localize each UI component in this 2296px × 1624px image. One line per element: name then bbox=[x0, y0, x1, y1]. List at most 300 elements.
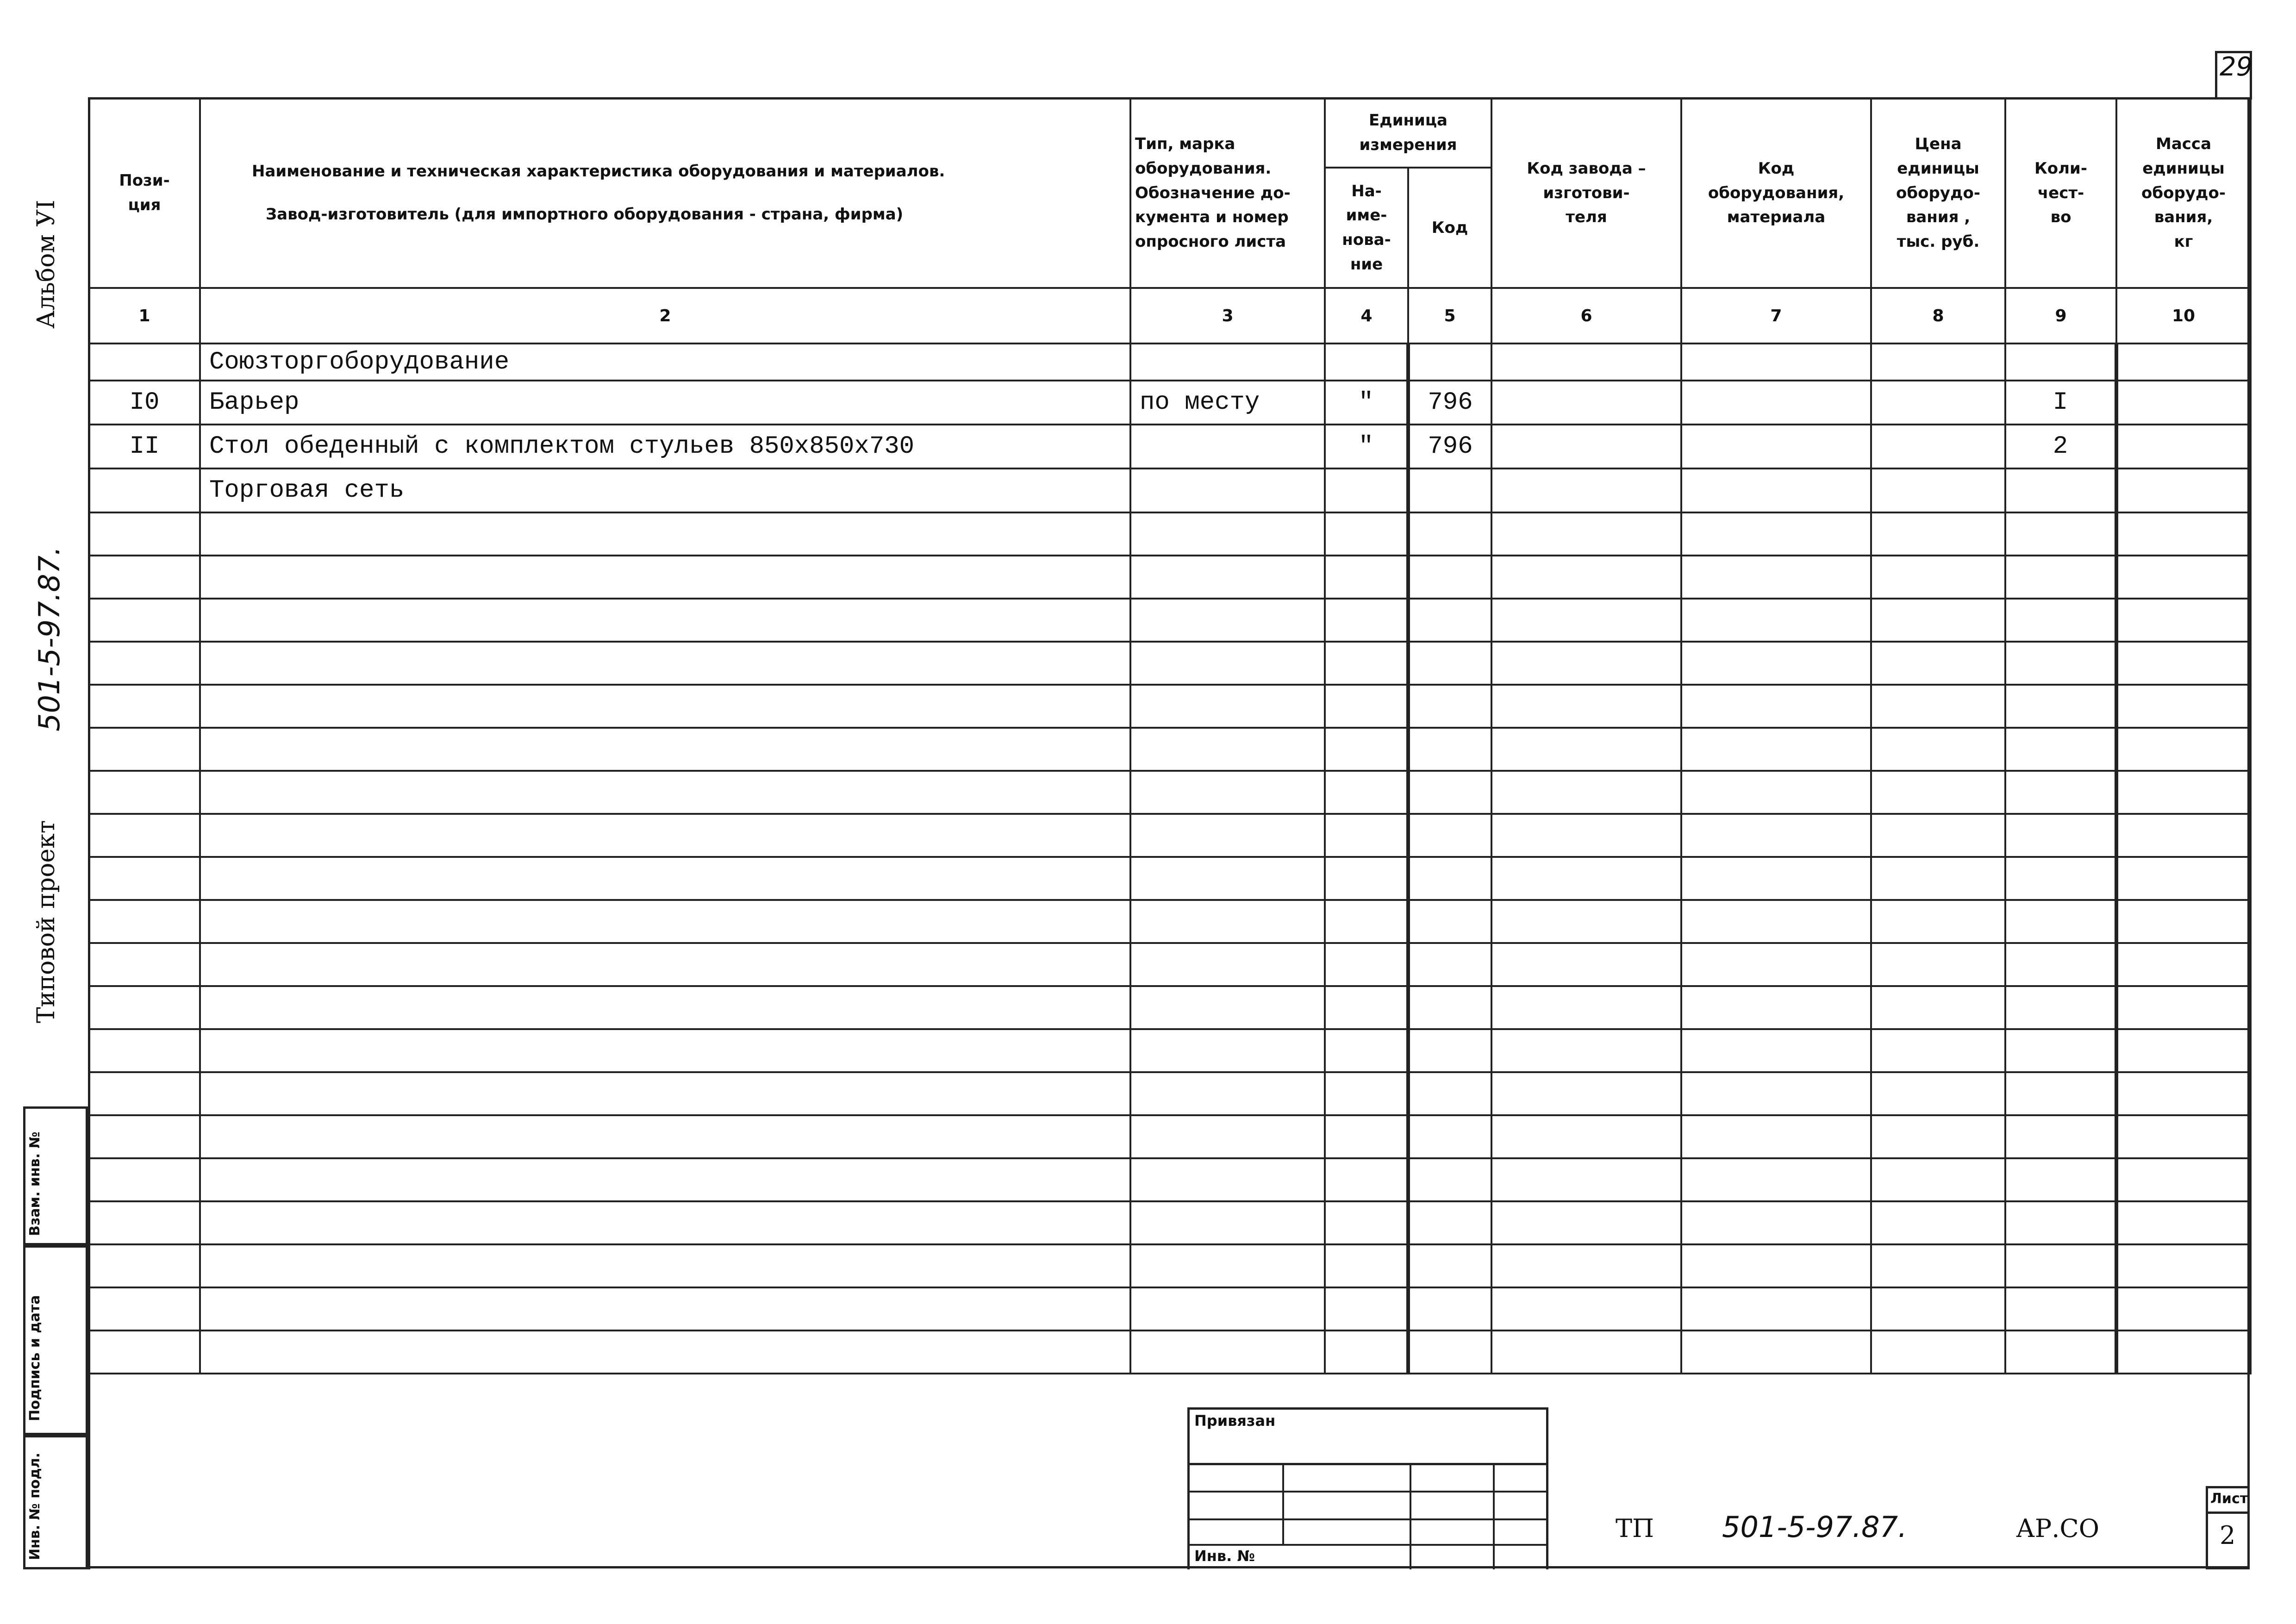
row-quantity bbox=[2005, 986, 2116, 1029]
row-unit-name bbox=[1325, 900, 1408, 943]
table-row bbox=[89, 1072, 2251, 1115]
page-number: 29 bbox=[2220, 52, 2253, 82]
row-type bbox=[1130, 771, 1325, 814]
row-equipment-code bbox=[1681, 814, 1871, 857]
table-row bbox=[89, 986, 2251, 1029]
column-number: 1 bbox=[89, 288, 200, 344]
row-price bbox=[1871, 771, 2005, 814]
row-type bbox=[1130, 1158, 1325, 1201]
header-position: Пози- ция bbox=[89, 98, 200, 288]
row-mass bbox=[2116, 381, 2251, 425]
column-number: 2 bbox=[200, 288, 1130, 344]
row-name bbox=[200, 814, 1130, 857]
row-equipment-code bbox=[1681, 1330, 1871, 1374]
row-unit-code: 796 bbox=[1408, 425, 1491, 468]
row-factory-code bbox=[1491, 344, 1681, 381]
row-unit-name bbox=[1325, 599, 1408, 642]
row-mass bbox=[2116, 814, 2251, 857]
row-quantity bbox=[2005, 1029, 2116, 1072]
row-price bbox=[1871, 468, 2005, 512]
side-label-album: Альбом УI bbox=[32, 200, 60, 329]
row-quantity bbox=[2005, 1072, 2116, 1115]
row-factory-code bbox=[1491, 986, 1681, 1029]
row-name bbox=[200, 1072, 1130, 1115]
row-type bbox=[1130, 425, 1325, 468]
row-equipment-code bbox=[1681, 1287, 1871, 1330]
row-price bbox=[1871, 1330, 2005, 1374]
row-unit-name bbox=[1325, 857, 1408, 900]
table-row bbox=[89, 599, 2251, 642]
row-name bbox=[200, 512, 1130, 556]
row-name bbox=[200, 599, 1130, 642]
row-type bbox=[1130, 512, 1325, 556]
row-price bbox=[1871, 986, 2005, 1029]
row-price bbox=[1871, 425, 2005, 468]
row-unit-name bbox=[1325, 685, 1408, 728]
table-row bbox=[89, 642, 2251, 685]
row-mass bbox=[2116, 1330, 2251, 1374]
row-name bbox=[200, 986, 1130, 1029]
row-name bbox=[200, 857, 1130, 900]
row-price bbox=[1871, 599, 2005, 642]
column-number: 9 bbox=[2005, 288, 2116, 344]
row-type bbox=[1130, 1072, 1325, 1115]
row-name bbox=[200, 900, 1130, 943]
table-row bbox=[89, 381, 2251, 425]
row-equipment-code bbox=[1681, 556, 1871, 599]
row-factory-code bbox=[1491, 425, 1681, 468]
header-quantity: Коли- чест- во bbox=[2005, 98, 2116, 288]
row-price bbox=[1871, 900, 2005, 943]
row-mass bbox=[2116, 685, 2251, 728]
row-mass bbox=[2116, 1158, 2251, 1201]
row-quantity bbox=[2005, 468, 2116, 512]
row-unit-code bbox=[1408, 468, 1491, 512]
side-label-project-code: 501-5-97.87. bbox=[32, 546, 66, 731]
row-name bbox=[200, 943, 1130, 986]
table-row bbox=[89, 1115, 2251, 1158]
row-price bbox=[1871, 1072, 2005, 1115]
row-position bbox=[89, 900, 200, 943]
specification-table bbox=[88, 97, 2252, 1374]
row-equipment-code bbox=[1681, 857, 1871, 900]
header-factory-code: Код завода – изготови- теля bbox=[1491, 98, 1681, 288]
row-factory-code bbox=[1491, 943, 1681, 986]
row-position bbox=[89, 1201, 200, 1244]
row-unit-code bbox=[1408, 1244, 1491, 1287]
row-position bbox=[89, 1287, 200, 1330]
row-mass bbox=[2116, 986, 2251, 1029]
table-row bbox=[89, 814, 2251, 857]
row-position bbox=[89, 468, 200, 512]
row-unit-code bbox=[1408, 1287, 1491, 1330]
row-name: Стол обеденный с комплектом стульев 850х850х730 bbox=[200, 425, 1130, 468]
row-quantity bbox=[2005, 642, 2116, 685]
row-position bbox=[89, 1115, 200, 1158]
row-quantity bbox=[2005, 1158, 2116, 1201]
row-price bbox=[1871, 1029, 2005, 1072]
table-row bbox=[89, 771, 2251, 814]
row-price bbox=[1871, 1201, 2005, 1244]
row-factory-code bbox=[1491, 1158, 1681, 1201]
row-unit-code bbox=[1408, 642, 1491, 685]
row-unit-name bbox=[1325, 1201, 1408, 1244]
row-position: II bbox=[89, 425, 200, 468]
side-label-project-type: Типовой проект bbox=[32, 820, 60, 1023]
tp-label: ТП bbox=[1616, 1514, 1654, 1543]
row-name bbox=[200, 771, 1130, 814]
sheet-label: Лист bbox=[2210, 1491, 2248, 1507]
column-number: 4 bbox=[1325, 288, 1408, 344]
privyazan-label: Привязан bbox=[1194, 1412, 1276, 1430]
row-unit-code bbox=[1408, 857, 1491, 900]
row-type bbox=[1130, 468, 1325, 512]
row-equipment-code bbox=[1681, 642, 1871, 685]
row-mass bbox=[2116, 512, 2251, 556]
row-position bbox=[89, 1330, 200, 1374]
row-equipment-code bbox=[1681, 1244, 1871, 1287]
row-factory-code bbox=[1491, 381, 1681, 425]
row-type bbox=[1130, 814, 1325, 857]
row-quantity bbox=[2005, 512, 2116, 556]
table-row bbox=[89, 857, 2251, 900]
row-name bbox=[200, 1287, 1130, 1330]
row-equipment-code bbox=[1681, 468, 1871, 512]
stamp-label-sign: Подпись и дата bbox=[27, 1295, 43, 1421]
row-unit-name bbox=[1325, 728, 1408, 771]
sheet-box-divider bbox=[2206, 1512, 2250, 1514]
row-name: Торговая сеть bbox=[200, 468, 1130, 512]
row-mass bbox=[2116, 1115, 2251, 1158]
row-equipment-code bbox=[1681, 1072, 1871, 1115]
row-factory-code bbox=[1491, 1244, 1681, 1287]
row-unit-name bbox=[1325, 1244, 1408, 1287]
row-unit-name bbox=[1325, 1072, 1408, 1115]
row-factory-code bbox=[1491, 1029, 1681, 1072]
header-equipment-code: Код оборудования, материала bbox=[1681, 98, 1871, 288]
row-quantity bbox=[2005, 943, 2116, 986]
row-type bbox=[1130, 344, 1325, 381]
row-equipment-code bbox=[1681, 381, 1871, 425]
table-row bbox=[89, 1287, 2251, 1330]
row-price bbox=[1871, 857, 2005, 900]
row-factory-code bbox=[1491, 1115, 1681, 1158]
table-row bbox=[89, 1244, 2251, 1287]
row-factory-code bbox=[1491, 685, 1681, 728]
row-equipment-code bbox=[1681, 943, 1871, 986]
row-mass bbox=[2116, 1244, 2251, 1287]
stamp-label-vzam: Взам. инв. № bbox=[27, 1131, 43, 1236]
row-price bbox=[1871, 1158, 2005, 1201]
row-unit-name bbox=[1325, 1287, 1408, 1330]
row-position bbox=[89, 1244, 200, 1287]
row-equipment-code bbox=[1681, 1201, 1871, 1244]
table-row bbox=[89, 512, 2251, 556]
row-unit-code bbox=[1408, 986, 1491, 1029]
header-unit-group: Единица измерения bbox=[1325, 98, 1491, 168]
row-unit-code bbox=[1408, 1115, 1491, 1158]
row-mass bbox=[2116, 900, 2251, 943]
row-quantity bbox=[2005, 900, 2116, 943]
row-unit-code bbox=[1408, 728, 1491, 771]
row-unit-name bbox=[1325, 512, 1408, 556]
row-type bbox=[1130, 1244, 1325, 1287]
row-factory-code bbox=[1491, 900, 1681, 943]
row-unit-name bbox=[1325, 642, 1408, 685]
row-mass bbox=[2116, 1287, 2251, 1330]
row-equipment-code bbox=[1681, 344, 1871, 381]
row-mass bbox=[2116, 943, 2251, 986]
row-position bbox=[89, 857, 200, 900]
row-unit-name bbox=[1325, 771, 1408, 814]
privyazan-line bbox=[1493, 1463, 1495, 1569]
row-quantity bbox=[2005, 728, 2116, 771]
row-factory-code bbox=[1491, 1072, 1681, 1115]
row-quantity: 2 bbox=[2005, 425, 2116, 468]
row-mass bbox=[2116, 857, 2251, 900]
row-price bbox=[1871, 344, 2005, 381]
table-row bbox=[89, 1158, 2251, 1201]
row-unit-name bbox=[1325, 986, 1408, 1029]
row-type bbox=[1130, 1287, 1325, 1330]
table-row bbox=[89, 556, 2251, 599]
row-price bbox=[1871, 556, 2005, 599]
row-position bbox=[89, 728, 200, 771]
row-price bbox=[1871, 1115, 2005, 1158]
privyazan-line bbox=[1410, 1463, 1411, 1569]
row-unit-code bbox=[1408, 943, 1491, 986]
row-name bbox=[200, 1201, 1130, 1244]
table-row bbox=[89, 425, 2251, 468]
row-factory-code bbox=[1491, 771, 1681, 814]
column-number-row bbox=[89, 288, 2251, 344]
row-equipment-code bbox=[1681, 512, 1871, 556]
row-unit-code bbox=[1408, 685, 1491, 728]
column-number: 7 bbox=[1681, 288, 1871, 344]
column-number: 10 bbox=[2116, 288, 2251, 344]
column-number: 3 bbox=[1130, 288, 1325, 344]
row-quantity bbox=[2005, 857, 2116, 900]
row-unit-code bbox=[1408, 1029, 1491, 1072]
row-price bbox=[1871, 814, 2005, 857]
row-equipment-code bbox=[1681, 599, 1871, 642]
column-number: 6 bbox=[1491, 288, 1681, 344]
header-name: Наименование и техническая характеристика оборудования и материалов. Завод-изготовитель (для импортного оборудования - страна, фирма) bbox=[200, 98, 1130, 288]
row-mass bbox=[2116, 1072, 2251, 1115]
row-equipment-code bbox=[1681, 986, 1871, 1029]
row-quantity bbox=[2005, 771, 2116, 814]
table-row bbox=[89, 943, 2251, 986]
section-code: АР.СО bbox=[2016, 1514, 2099, 1543]
row-mass bbox=[2116, 425, 2251, 468]
row-price bbox=[1871, 1244, 2005, 1287]
row-unit-code bbox=[1408, 1072, 1491, 1115]
row-quantity bbox=[2005, 599, 2116, 642]
row-name bbox=[200, 1029, 1130, 1072]
row-position bbox=[89, 771, 200, 814]
row-type bbox=[1130, 556, 1325, 599]
row-equipment-code bbox=[1681, 1029, 1871, 1072]
row-mass bbox=[2116, 728, 2251, 771]
row-name bbox=[200, 1115, 1130, 1158]
row-quantity bbox=[2005, 1201, 2116, 1244]
row-position bbox=[89, 512, 200, 556]
row-unit-code bbox=[1408, 900, 1491, 943]
row-name bbox=[200, 1244, 1130, 1287]
header-type: Тип, марка оборудования. Обозначение до- кумента и номер опросного листа bbox=[1130, 98, 1325, 288]
table-row bbox=[89, 728, 2251, 771]
row-mass bbox=[2116, 1201, 2251, 1244]
row-position bbox=[89, 599, 200, 642]
row-factory-code bbox=[1491, 556, 1681, 599]
row-name bbox=[200, 642, 1130, 685]
table-row bbox=[89, 344, 2251, 381]
row-unit-code: 796 bbox=[1408, 381, 1491, 425]
row-position bbox=[89, 685, 200, 728]
row-mass bbox=[2116, 344, 2251, 381]
table-row bbox=[89, 468, 2251, 512]
row-position bbox=[89, 556, 200, 599]
row-unit-code bbox=[1408, 814, 1491, 857]
row-price bbox=[1871, 943, 2005, 986]
row-equipment-code bbox=[1681, 425, 1871, 468]
row-name: Союзторгоборудование bbox=[200, 344, 1130, 381]
row-position: I0 bbox=[89, 381, 200, 425]
table-row bbox=[89, 685, 2251, 728]
row-mass bbox=[2116, 556, 2251, 599]
row-name bbox=[200, 685, 1130, 728]
row-type bbox=[1130, 642, 1325, 685]
row-unit-name bbox=[1325, 1115, 1408, 1158]
row-position bbox=[89, 642, 200, 685]
row-equipment-code bbox=[1681, 1115, 1871, 1158]
row-mass bbox=[2116, 599, 2251, 642]
table-row bbox=[89, 1201, 2251, 1244]
table-row bbox=[89, 1029, 2251, 1072]
row-name bbox=[200, 556, 1130, 599]
row-unit-name bbox=[1325, 344, 1408, 381]
row-name bbox=[200, 1330, 1130, 1374]
row-unit-name bbox=[1325, 1029, 1408, 1072]
row-unit-code bbox=[1408, 512, 1491, 556]
row-type bbox=[1130, 1029, 1325, 1072]
row-quantity: I bbox=[2005, 381, 2116, 425]
row-price bbox=[1871, 728, 2005, 771]
row-factory-code bbox=[1491, 468, 1681, 512]
row-type bbox=[1130, 1330, 1325, 1374]
row-factory-code bbox=[1491, 857, 1681, 900]
row-unit-name bbox=[1325, 468, 1408, 512]
column-number: 8 bbox=[1871, 288, 2005, 344]
row-unit-code bbox=[1408, 556, 1491, 599]
row-factory-code bbox=[1491, 512, 1681, 556]
row-unit-code bbox=[1408, 1330, 1491, 1374]
row-factory-code bbox=[1491, 814, 1681, 857]
row-type bbox=[1130, 986, 1325, 1029]
inv-no-label: Инв. № bbox=[1194, 1547, 1255, 1565]
header-unit-name: На- име- нова- ние bbox=[1325, 168, 1408, 288]
row-price bbox=[1871, 1287, 2005, 1330]
row-type bbox=[1130, 1115, 1325, 1158]
stamp-label-inv: Инв. № подл. bbox=[27, 1452, 43, 1560]
row-factory-code bbox=[1491, 1201, 1681, 1244]
row-type bbox=[1130, 943, 1325, 986]
sheet-number: 2 bbox=[2220, 1521, 2236, 1550]
row-unit-name bbox=[1325, 1330, 1408, 1374]
row-unit-code bbox=[1408, 599, 1491, 642]
row-type bbox=[1130, 1201, 1325, 1244]
row-factory-code bbox=[1491, 1330, 1681, 1374]
row-unit-name bbox=[1325, 1158, 1408, 1201]
row-position bbox=[89, 943, 200, 986]
row-position bbox=[89, 986, 200, 1029]
row-position bbox=[89, 1072, 200, 1115]
row-type: по месту bbox=[1130, 381, 1325, 425]
row-quantity bbox=[2005, 1287, 2116, 1330]
table-row bbox=[89, 900, 2251, 943]
row-quantity bbox=[2005, 1330, 2116, 1374]
table-row bbox=[89, 1330, 2251, 1374]
row-price bbox=[1871, 381, 2005, 425]
row-quantity bbox=[2005, 814, 2116, 857]
row-quantity bbox=[2005, 556, 2116, 599]
row-factory-code bbox=[1491, 728, 1681, 771]
row-type bbox=[1130, 599, 1325, 642]
row-price bbox=[1871, 642, 2005, 685]
row-quantity bbox=[2005, 344, 2116, 381]
header-price: Цена единицы оборудо- вания , тыс. руб. bbox=[1871, 98, 2005, 288]
row-quantity bbox=[2005, 1115, 2116, 1158]
row-factory-code bbox=[1491, 642, 1681, 685]
row-position bbox=[89, 814, 200, 857]
row-mass bbox=[2116, 642, 2251, 685]
header-unit-code: Код bbox=[1408, 168, 1491, 288]
row-factory-code bbox=[1491, 599, 1681, 642]
row-mass bbox=[2116, 771, 2251, 814]
privyazan-line bbox=[1282, 1463, 1284, 1544]
row-quantity bbox=[2005, 1244, 2116, 1287]
row-unit-name bbox=[1325, 814, 1408, 857]
row-price bbox=[1871, 685, 2005, 728]
row-mass bbox=[2116, 468, 2251, 512]
row-factory-code bbox=[1491, 1287, 1681, 1330]
column-number: 5 bbox=[1408, 288, 1491, 344]
row-equipment-code bbox=[1681, 728, 1871, 771]
row-equipment-code bbox=[1681, 685, 1871, 728]
row-position bbox=[89, 1158, 200, 1201]
header-mass: Масса единицы оборудо- вания, кг bbox=[2116, 98, 2251, 288]
row-position bbox=[89, 1029, 200, 1072]
row-quantity bbox=[2005, 685, 2116, 728]
row-unit-name: " bbox=[1325, 425, 1408, 468]
row-position bbox=[89, 344, 200, 381]
row-equipment-code bbox=[1681, 771, 1871, 814]
row-type bbox=[1130, 857, 1325, 900]
row-name: Барьер bbox=[200, 381, 1130, 425]
row-mass bbox=[2116, 1029, 2251, 1072]
row-type bbox=[1130, 728, 1325, 771]
row-unit-code bbox=[1408, 771, 1491, 814]
row-price bbox=[1871, 512, 2005, 556]
row-unit-name bbox=[1325, 943, 1408, 986]
row-unit-name: " bbox=[1325, 381, 1408, 425]
row-unit-code bbox=[1408, 1201, 1491, 1244]
row-type bbox=[1130, 685, 1325, 728]
row-name bbox=[200, 1158, 1130, 1201]
row-equipment-code bbox=[1681, 1158, 1871, 1201]
doc-code: 501-5-97.87. bbox=[1722, 1510, 1907, 1544]
row-unit-code bbox=[1408, 344, 1491, 381]
